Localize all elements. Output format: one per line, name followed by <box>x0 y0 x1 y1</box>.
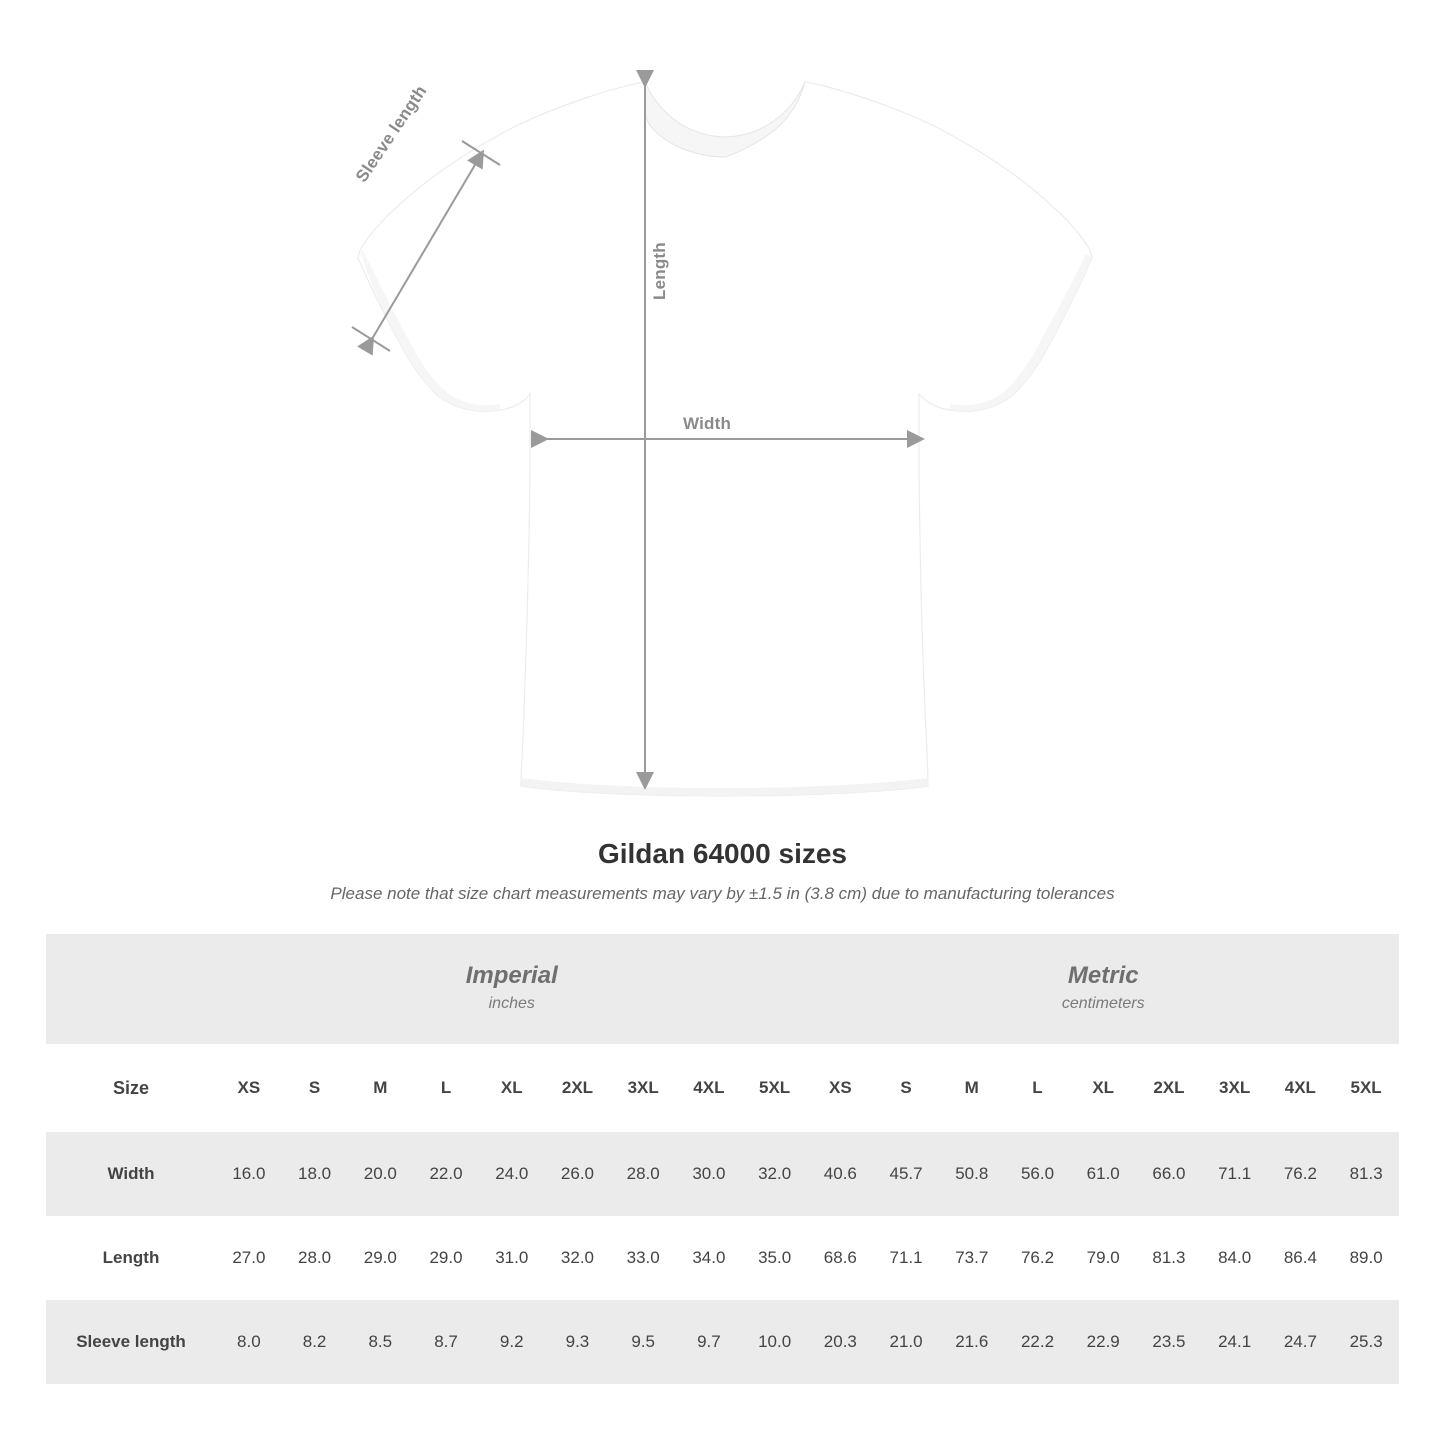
size-header-imperial-m: M <box>347 1044 413 1132</box>
cell-width-metric-xl: 61.0 <box>1070 1132 1136 1216</box>
cell-width-metric-3xl: 71.1 <box>1202 1132 1268 1216</box>
size-table <box>46 934 1399 1384</box>
size-header-imperial-s: S <box>282 1044 348 1132</box>
sizes-header-row <box>46 1044 1399 1132</box>
cell-width-metric-2xl: 66.0 <box>1136 1132 1202 1216</box>
cell-width-imperial-5xl: 32.0 <box>742 1132 808 1216</box>
size-header-metric-3xl: 3XL <box>1202 1044 1268 1132</box>
cell-sleeve-metric-s: 21.0 <box>873 1300 939 1384</box>
title-block <box>0 838 1445 904</box>
cell-sleeve-imperial-s: 8.2 <box>282 1300 348 1384</box>
width-label: Width <box>683 414 732 433</box>
cell-length-metric-3xl: 84.0 <box>1202 1216 1268 1300</box>
unit-sub-metric: centimeters <box>1061 995 1145 1013</box>
cell-width-imperial-s: 18.0 <box>282 1132 348 1216</box>
size-header-metric-m: M <box>939 1044 1005 1132</box>
size-header-metric-5xl: 5XL <box>1333 1044 1399 1132</box>
cell-length-imperial-2xl: 32.0 <box>545 1216 611 1300</box>
sleeve-length-label: Sleeve length <box>352 81 431 186</box>
cell-width-metric-4xl: 76.2 <box>1268 1132 1334 1216</box>
table-row <box>46 1216 1399 1300</box>
cell-length-imperial-5xl: 35.0 <box>742 1216 808 1300</box>
cell-sleeve-imperial-2xl: 9.3 <box>545 1300 611 1384</box>
cell-sleeve-imperial-5xl: 10.0 <box>742 1300 808 1384</box>
size-header-metric-2xl: 2XL <box>1136 1044 1202 1132</box>
table-row <box>46 1132 1399 1216</box>
cell-width-imperial-4xl: 30.0 <box>676 1132 742 1216</box>
cell-sleeve-imperial-xl: 9.2 <box>479 1300 545 1384</box>
size-column-label: Size <box>46 1044 216 1132</box>
unit-header-imperial <box>216 934 807 1044</box>
cell-length-imperial-m: 29.0 <box>347 1216 413 1300</box>
cell-width-metric-l: 56.0 <box>1005 1132 1071 1216</box>
size-header-imperial-2xl: 2XL <box>545 1044 611 1132</box>
cell-length-imperial-s: 28.0 <box>282 1216 348 1300</box>
cell-width-metric-m: 50.8 <box>939 1132 1005 1216</box>
row-label-width: Width <box>46 1132 216 1216</box>
cell-sleeve-metric-xs: 20.3 <box>807 1300 873 1384</box>
cell-length-metric-xl: 79.0 <box>1070 1216 1136 1300</box>
cell-width-imperial-xl: 24.0 <box>479 1132 545 1216</box>
cell-sleeve-imperial-xs: 8.0 <box>216 1300 282 1384</box>
cell-length-metric-m: 73.7 <box>939 1216 1005 1300</box>
size-header-metric-4xl: 4XL <box>1268 1044 1334 1132</box>
row-label-sleeve-length: Sleeve length <box>46 1300 216 1384</box>
cell-sleeve-metric-4xl: 24.7 <box>1268 1300 1334 1384</box>
cell-sleeve-metric-l: 22.2 <box>1005 1300 1071 1384</box>
size-header-metric-l: L <box>1005 1044 1071 1132</box>
cell-sleeve-imperial-3xl: 9.5 <box>610 1300 676 1384</box>
cell-sleeve-metric-xl: 22.9 <box>1070 1300 1136 1384</box>
size-header-imperial-4xl: 4XL <box>676 1044 742 1132</box>
cell-length-metric-s: 71.1 <box>873 1216 939 1300</box>
length-label: Length <box>650 242 669 300</box>
cell-length-imperial-xl: 31.0 <box>479 1216 545 1300</box>
cell-length-imperial-xs: 27.0 <box>216 1216 282 1300</box>
cell-length-imperial-4xl: 34.0 <box>676 1216 742 1300</box>
cell-sleeve-metric-2xl: 23.5 <box>1136 1300 1202 1384</box>
size-header-metric-xs: XS <box>807 1044 873 1132</box>
page-title: Gildan 64000 sizes <box>597 838 848 869</box>
size-header-imperial-l: L <box>413 1044 479 1132</box>
unit-name-metric: Metric <box>1067 962 1139 990</box>
cell-width-metric-xs: 40.6 <box>807 1132 873 1216</box>
tolerance-note: Please note that size chart measurements may vary by ±1.5 in (3.8 cm) due to manufacturing tolerances <box>330 884 1115 903</box>
cell-width-imperial-3xl: 28.0 <box>610 1132 676 1216</box>
cell-length-imperial-l: 29.0 <box>413 1216 479 1300</box>
size-header-metric-s: S <box>873 1044 939 1132</box>
cell-width-imperial-2xl: 26.0 <box>545 1132 611 1216</box>
cell-length-metric-4xl: 86.4 <box>1268 1216 1334 1300</box>
size-header-imperial-xs: XS <box>216 1044 282 1132</box>
unit-header-spacer <box>46 934 216 1044</box>
cell-sleeve-imperial-m: 8.5 <box>347 1300 413 1384</box>
cell-sleeve-metric-m: 21.6 <box>939 1300 1005 1384</box>
cell-width-metric-s: 45.7 <box>873 1132 939 1216</box>
cell-length-imperial-3xl: 33.0 <box>610 1216 676 1300</box>
cell-sleeve-metric-3xl: 24.1 <box>1202 1300 1268 1384</box>
cell-width-imperial-l: 22.0 <box>413 1132 479 1216</box>
size-header-imperial-5xl: 5XL <box>742 1044 808 1132</box>
cell-length-metric-2xl: 81.3 <box>1136 1216 1202 1300</box>
unit-header-row <box>46 934 1399 1044</box>
cell-sleeve-imperial-l: 8.7 <box>413 1300 479 1384</box>
cell-sleeve-metric-5xl: 25.3 <box>1333 1300 1399 1384</box>
unit-sub-imperial: inches <box>488 995 535 1013</box>
table-row <box>46 1300 1399 1384</box>
cell-width-imperial-xs: 16.0 <box>216 1132 282 1216</box>
size-header-imperial-3xl: 3XL <box>610 1044 676 1132</box>
size-header-imperial-xl: XL <box>479 1044 545 1132</box>
size-table-wrapper <box>46 934 1399 1384</box>
cell-width-imperial-m: 20.0 <box>347 1132 413 1216</box>
cell-width-metric-5xl: 81.3 <box>1333 1132 1399 1216</box>
row-label-length: Length <box>46 1216 216 1300</box>
cell-sleeve-imperial-4xl: 9.7 <box>676 1300 742 1384</box>
size-header-metric-xl: XL <box>1070 1044 1136 1132</box>
cell-length-metric-xs: 68.6 <box>807 1216 873 1300</box>
unit-header-metric <box>807 934 1399 1044</box>
unit-name-imperial: Imperial <box>465 962 558 990</box>
cell-length-metric-5xl: 89.0 <box>1333 1216 1399 1300</box>
cell-length-metric-l: 76.2 <box>1005 1216 1071 1300</box>
